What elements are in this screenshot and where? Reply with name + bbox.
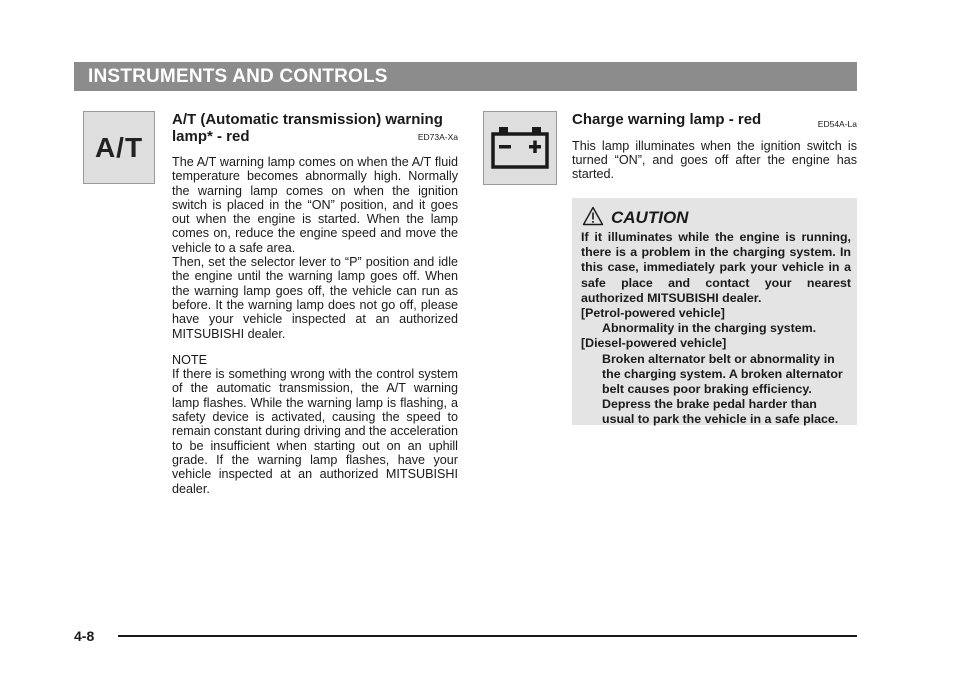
at-warning-heading (172, 112, 458, 145)
at-section-code: ED73A-Xa (417, 131, 458, 142)
note-label: NOTE (172, 352, 207, 367)
section-header (74, 62, 857, 91)
diesel-text: Broken alternator belt or abnormality in the charging system. A broken alternator belt causes poor braking efficiency. Depress the brake pedal harder than usual to park the vehicle in a safe place. (602, 351, 843, 427)
charge-warning-body (572, 139, 857, 182)
caution-intro: If it illuminates while the engine is running, there is a problem in the charging system. In this case, immediately park your vehicle in a safe place and contact your nearest authorized MITSUBISHI dealer. (581, 230, 851, 305)
charge-warning-section (572, 112, 857, 181)
footer-rule (118, 635, 857, 637)
note-text: If there is something wrong with the control system of the automatic transmission, the A/T warning lamp flashes. While the warning lamp is flashing, a safety device is activated, causing the speed to remain constant during driving and the acceleration to be insufficient when starting out on an uphill grade. If the warning lamp flashes, have your vehicle inspected at an authorized MITSUBISHI dealer. (172, 367, 458, 496)
at-warning-section (172, 112, 458, 496)
battery-icon (483, 111, 557, 185)
battery-symbol (484, 112, 556, 184)
at-icon-text: A/T (94, 132, 144, 163)
at-heading-text: A/T (Automatic transmission) warning lamp* - red (172, 111, 443, 145)
charge-warning-heading (572, 112, 857, 129)
warning-triangle-icon (582, 206, 604, 226)
page-number: 4-8 (74, 628, 95, 644)
at-warning-body (172, 155, 458, 341)
at-note (172, 353, 458, 496)
at-warning-icon (83, 111, 155, 184)
caution-box (572, 198, 857, 425)
caution-body (581, 230, 851, 428)
at-body-paragraph-1: The A/T warning lamp comes on when the A/T fluid temperature becomes abnormally high. Normally the warning lamp comes on when the ignition switch is placed in the “ON” position, and it goes out when the engine is started. When the lamp comes on, reduce the engine speed and move the vehicle to a safe area. (172, 155, 458, 255)
section-title: INSTRUMENTS AND CONTROLS (88, 66, 388, 87)
charge-heading-text: Charge warning lamp - red (572, 111, 762, 128)
diesel-label: [Diesel-powered vehicle] (581, 336, 727, 351)
petrol-label: [Petrol-powered vehicle] (581, 306, 725, 321)
charge-section-code: ED54A-La (817, 119, 857, 129)
charge-body-text: This lamp illuminates when the ignition switch is turned “ON”, and goes off after the engine has started. (572, 138, 857, 182)
petrol-text: Abnormality in the charging system. (602, 321, 817, 336)
at-body-paragraph-2: Then, set the selector lever to “P” position and idle the engine until the warning lamp goes off. When the warning lamp goes off, the vehicle can run as before. It the warning lamp does not go off, please have your vehicle inspected at an authorized MITSUBISHI dealer. (172, 255, 458, 341)
caution-title: CAUTION (611, 208, 689, 227)
